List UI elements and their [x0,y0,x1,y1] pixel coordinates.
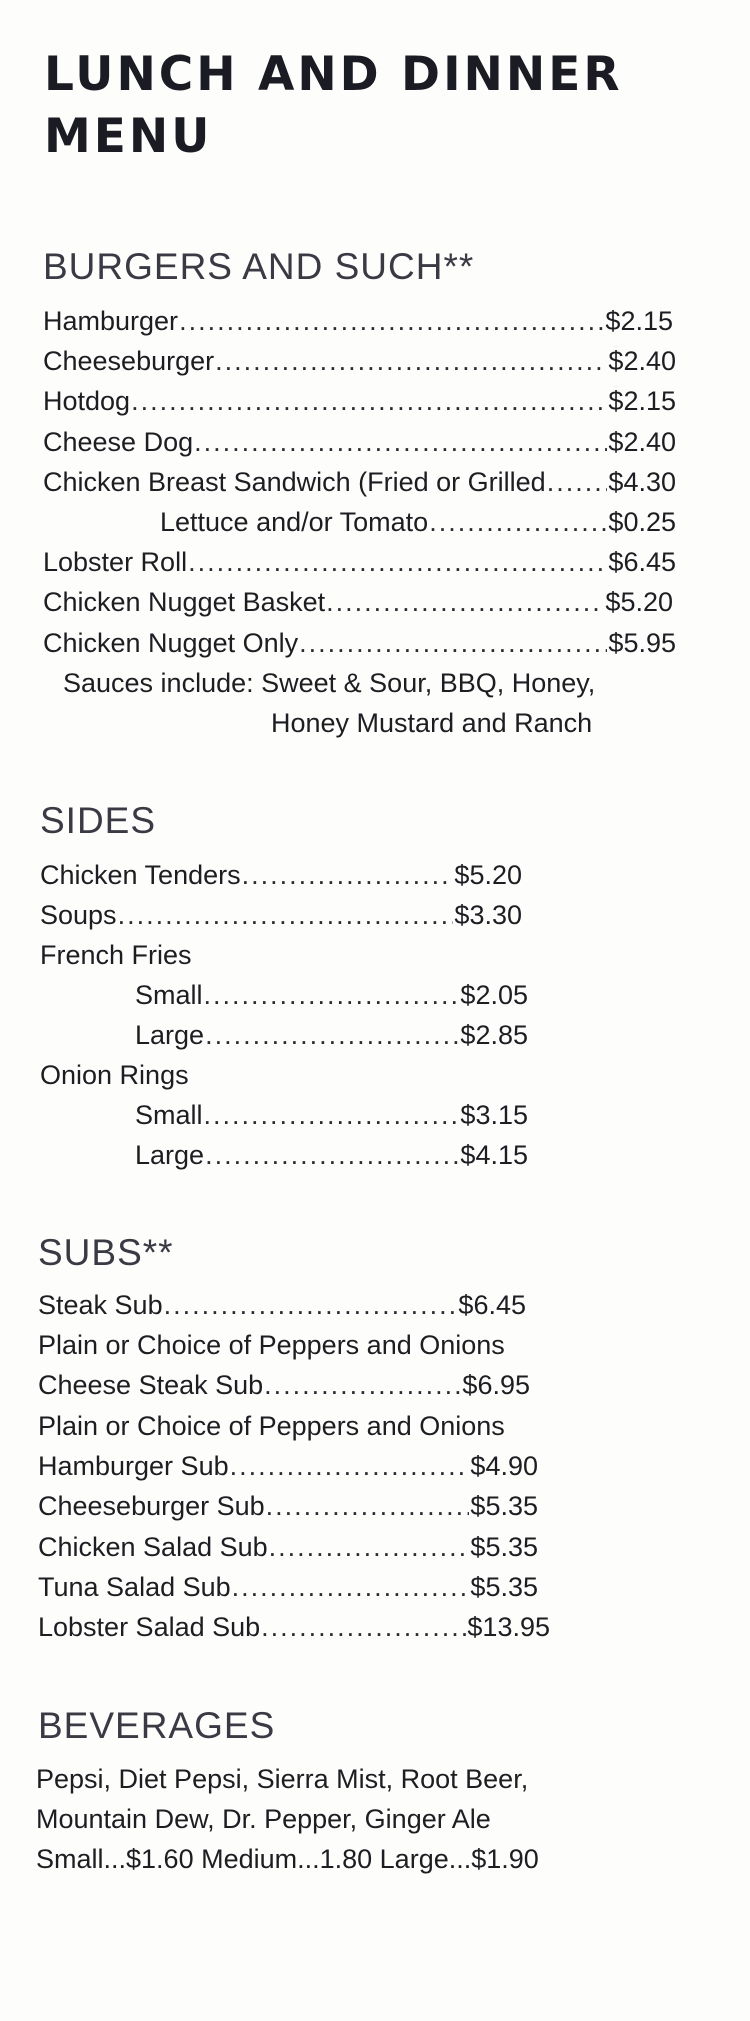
item-price: $5.35 [470,1491,538,1521]
menu-item [135,980,528,1011]
item-price: $3.30 [454,900,522,930]
beverage-line: Mountain Dew, Dr. Pepper, Ginger Ale [36,1804,491,1834]
menu-item [43,628,676,659]
dot-leader [179,306,604,337]
item-name: Hotdog [43,386,131,416]
item-name: Large [135,1140,205,1170]
item-name: Soups [40,900,117,930]
menu-item [43,467,676,498]
section-heading-burgers: BURGERS AND SUCH** [43,246,475,287]
menu-item [38,1572,538,1603]
menu-item [38,1290,526,1321]
item-name: Chicken Nugget Only [43,628,299,658]
menu-title [44,44,684,168]
dot-leader [205,1140,459,1171]
item-name: Cheeseburger [43,346,215,376]
item-price: $6.95 [462,1370,530,1400]
dot-leader [204,1100,460,1131]
sides-group-label: French Fries [40,940,192,970]
section-heading-beverages: BEVERAGES [38,1705,276,1746]
item-price: $2.40 [608,346,676,376]
item-price: $2.15 [605,306,673,336]
item-name: Steak Sub [38,1290,163,1320]
menu-item [43,306,673,337]
item-name: Hamburger Sub [38,1451,229,1481]
item-price: $5.35 [470,1532,538,1562]
item-price: $2.05 [460,980,528,1010]
item-price: $5.95 [608,628,676,658]
menu-item [38,1370,530,1401]
dot-leader [547,467,608,498]
dot-leader [266,1491,470,1522]
dot-leader [429,507,607,538]
item-price: $6.45 [458,1290,526,1320]
menu-title-line: MENU [44,109,213,164]
item-price: $4.30 [608,467,676,497]
sides-group-label: Onion Rings [40,1060,189,1090]
item-name: Lettuce and/or Tomato [160,507,429,537]
item-name: Tuna Salad Sub [38,1572,231,1602]
item-name: Chicken Nugget Basket [43,587,326,617]
item-price: $3.15 [460,1100,528,1130]
item-price: $6.45 [608,547,676,577]
dot-leader [299,628,607,659]
menu-item [135,1140,528,1171]
item-price: $2.85 [460,1020,528,1050]
sub-option-note: Plain or Choice of Peppers and Onions [38,1411,505,1441]
dot-leader [261,1612,466,1643]
menu-item [38,1532,538,1563]
item-price: $5.20 [605,587,673,617]
menu-item [135,1020,528,1051]
menu-item [40,900,522,931]
menu-item [43,547,676,578]
dot-leader [232,1572,470,1603]
item-price: $5.35 [470,1572,538,1602]
item-name: Chicken Tenders [40,860,241,890]
dot-leader [194,427,607,458]
item-price: $13.95 [467,1612,550,1642]
sub-option-note: Plain or Choice of Peppers and Onions [38,1330,505,1360]
item-price: $4.15 [460,1140,528,1170]
item-name: Cheese Dog [43,427,194,457]
section-heading-subs: SUBS** [38,1232,174,1273]
item-price: $0.25 [608,507,676,537]
item-price: $4.90 [470,1451,538,1481]
beverage-line: Small...$1.60 Medium...1.80 Large...$1.90 [36,1844,539,1874]
dot-leader [205,1020,459,1051]
item-name: Large [135,1020,205,1050]
item-name: Cheeseburger Sub [38,1491,265,1521]
item-name: Chicken Salad Sub [38,1532,268,1562]
menu-item [43,427,676,458]
menu-item [160,507,676,538]
section-heading-sides: SIDES [40,800,157,841]
dot-leader [269,1532,470,1563]
sauces-note: Honey Mustard and Ranch [271,708,593,738]
menu-item [38,1612,550,1643]
menu-title-line: LUNCH AND DINNER [44,47,623,102]
dot-leader [215,346,607,377]
menu-item [38,1491,538,1522]
dot-leader [242,860,454,891]
dot-leader [326,587,604,618]
menu-item [38,1451,538,1482]
dot-leader [164,1290,458,1321]
menu-item [43,346,676,377]
item-name: Cheese Steak Sub [38,1370,264,1400]
item-name: Small [135,1100,203,1130]
item-name: Chicken Breast Sandwich (Fried or Grilled [43,467,546,497]
dot-leader [188,547,607,578]
sauces-note: Sauces include: Sweet & Sour, BBQ, Honey, [63,668,596,698]
menu-item [40,860,522,891]
item-name: Lobster Salad Sub [38,1612,261,1642]
menu-item [43,587,673,618]
dot-leader [264,1370,461,1401]
item-price: $2.15 [608,386,676,416]
dot-leader [204,980,460,1011]
item-name: Lobster Roll [43,547,188,577]
item-price: $5.20 [454,860,522,890]
dot-leader [230,1451,470,1482]
menu-item [135,1100,528,1131]
item-name: Hamburger [43,306,179,336]
dot-leader [131,386,607,417]
item-name: Small [135,980,203,1010]
item-price: $2.40 [608,427,676,457]
menu-item [43,386,676,417]
beverage-line: Pepsi, Diet Pepsi, Sierra Mist, Root Beer, [36,1764,529,1794]
dot-leader [118,900,454,931]
